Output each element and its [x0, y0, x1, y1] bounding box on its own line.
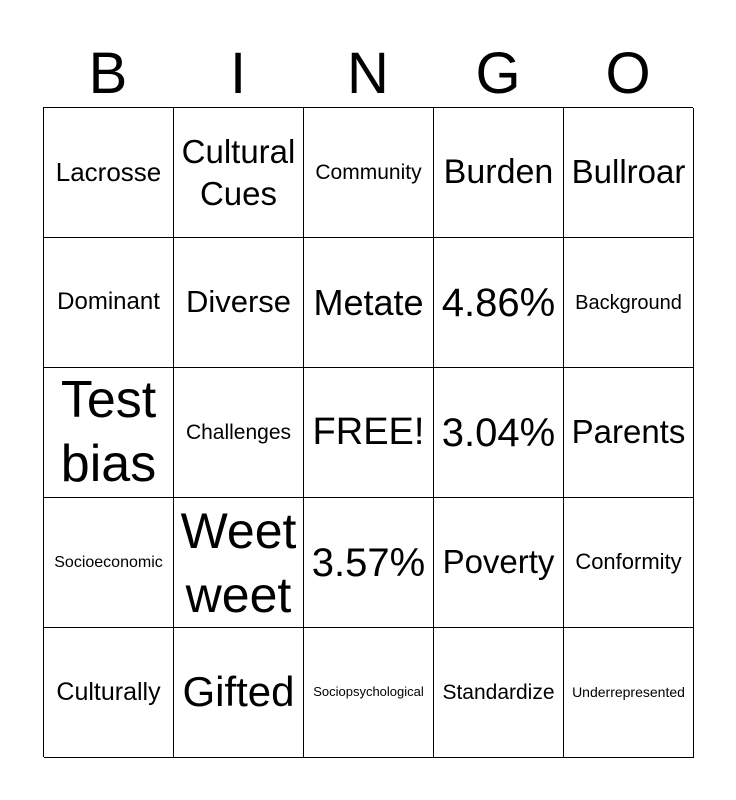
- bingo-cell[interactable]: [434, 108, 564, 238]
- bingo-cell-text: Socioeconomic: [54, 553, 163, 571]
- header-letter-n: N: [347, 41, 389, 106]
- bingo-cell[interactable]: [174, 108, 304, 238]
- bingo-cell[interactable]: [564, 498, 694, 628]
- bingo-cell[interactable]: [44, 628, 174, 758]
- bingo-cell-text: Gifted: [182, 668, 295, 716]
- bingo-cell[interactable]: [564, 238, 694, 368]
- bingo-cell-text: Cultural Cues: [181, 133, 296, 212]
- bingo-cell[interactable]: [304, 628, 434, 758]
- bingo-header: [43, 41, 693, 106]
- bingo-cell-text: Standardize: [442, 680, 555, 704]
- bingo-cell[interactable]: [304, 368, 434, 498]
- bingo-cell-text: Burden: [443, 152, 554, 191]
- header-letter-o: O: [605, 41, 651, 106]
- bingo-cell[interactable]: [434, 498, 564, 628]
- bingo-cell[interactable]: [564, 368, 694, 498]
- bingo-cell[interactable]: [44, 368, 174, 498]
- bingo-cell-text: FREE!: [312, 410, 425, 453]
- bingo-cell-text: Parents: [571, 413, 686, 451]
- bingo-cell-text: Lacrosse: [55, 157, 162, 188]
- bingo-cell-text: Dominant: [57, 288, 160, 316]
- bingo-cell-text: Diverse: [185, 284, 292, 320]
- bingo-cell-text: 3.04%: [441, 410, 556, 455]
- bingo-cell-text: Community: [315, 160, 422, 184]
- bingo-cell-text: Sociopsychological: [313, 684, 424, 700]
- bingo-cell[interactable]: [434, 238, 564, 368]
- bingo-cell[interactable]: [44, 498, 174, 628]
- bingo-cell-text: Weet weet: [180, 502, 297, 623]
- header-letter-i: I: [229, 41, 247, 106]
- bingo-cell[interactable]: [304, 238, 434, 368]
- bingo-cell-text: Test bias: [60, 371, 157, 493]
- bingo-cell[interactable]: [44, 238, 174, 368]
- bingo-cell-text: Underrepresented: [572, 683, 685, 700]
- bingo-cell[interactable]: [174, 368, 304, 498]
- bingo-cell[interactable]: [304, 498, 434, 628]
- bingo-cell[interactable]: [174, 238, 304, 368]
- bingo-cell[interactable]: [564, 108, 694, 238]
- bingo-cell-text: Conformity: [575, 549, 682, 575]
- bingo-cell-text: Culturally: [56, 677, 161, 706]
- bingo-cell-text: Metate: [313, 281, 424, 323]
- bingo-cell-text: 4.86%: [441, 280, 556, 325]
- bingo-cell[interactable]: [564, 628, 694, 758]
- bingo-cell[interactable]: [304, 108, 434, 238]
- bingo-cell[interactable]: [174, 498, 304, 628]
- bingo-cell-text: 3.57%: [311, 540, 426, 585]
- header-letter-g: G: [475, 41, 521, 106]
- bingo-cell-text: Bullroar: [571, 153, 686, 191]
- bingo-cell-text: Poverty: [442, 543, 555, 581]
- bingo-cell-text: Challenges: [185, 420, 292, 444]
- bingo-cell[interactable]: [434, 628, 564, 758]
- header-letter-b: B: [88, 41, 128, 106]
- bingo-cell[interactable]: [44, 108, 174, 238]
- bingo-cell-text: Background: [575, 291, 682, 314]
- bingo-cell[interactable]: [434, 368, 564, 498]
- bingo-cell[interactable]: [174, 628, 304, 758]
- bingo-board: [43, 107, 693, 757]
